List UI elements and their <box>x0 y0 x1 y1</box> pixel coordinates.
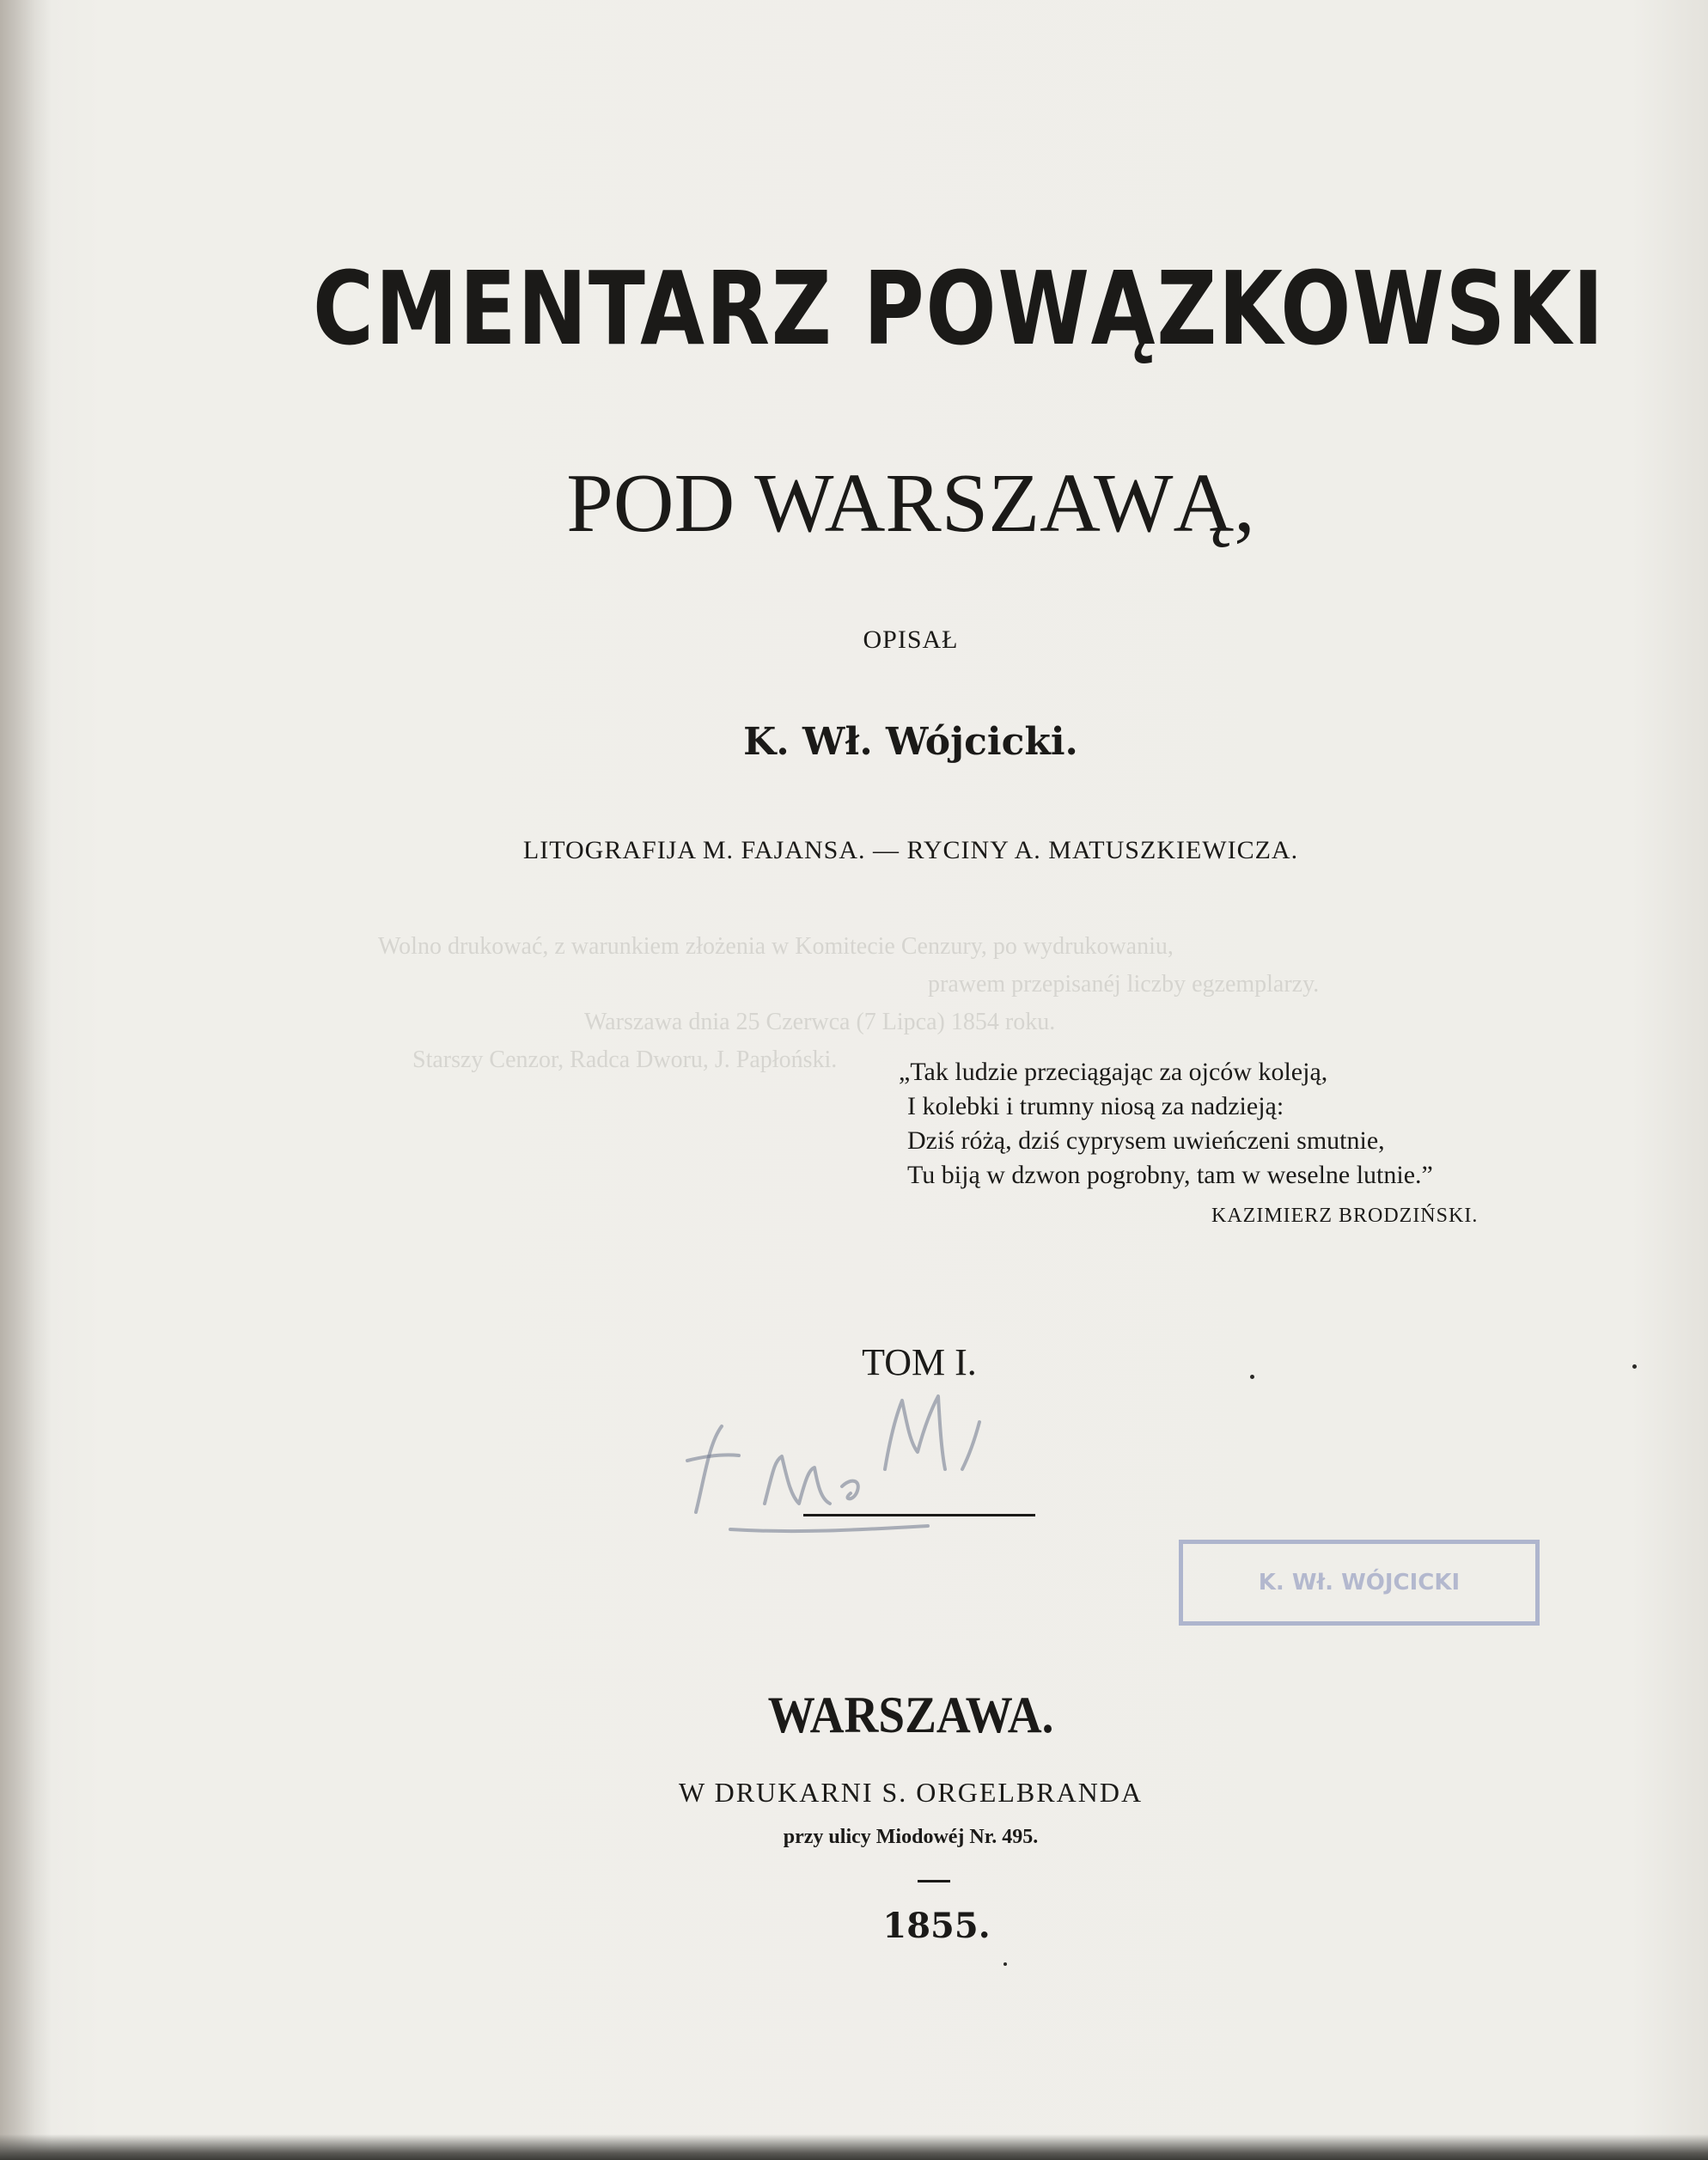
library-stamp: K. Wł. WÓJCICKI <box>1179 1540 1540 1626</box>
described-by-label: OPISAŁ <box>863 625 959 654</box>
epigraph-line: Tu biją w dzwon pogrobny, tam w weselne lutnie.” <box>907 1161 1433 1189</box>
epigraph-line: I kolebki i trumny niosą za nadzieją: <box>907 1092 1284 1120</box>
book-subtitle: POD WARSZAWĄ, <box>566 457 1255 550</box>
imprint-printer: W DRUKARNI S. ORGELBRANDA <box>678 1777 1144 1808</box>
imprint-address: przy ulicy Miodowéj Nr. 495. <box>783 1826 1039 1848</box>
spine-shadow <box>0 0 52 2160</box>
epigraph-line: „Tak ludzie przeciągając za ojców koleją, <box>899 1058 1328 1086</box>
ink-speck <box>1250 1375 1254 1379</box>
epigraph <box>899 1055 1517 1193</box>
imprint-city: WARSZAWA. <box>767 1687 1054 1743</box>
imprint-year: 1855. <box>882 1906 991 1946</box>
censor-line: Warszawa dnia 25 Czerwca (7 Lipca) 1854 roku. <box>584 1009 1056 1035</box>
book-title: CMENTARZ POWĄZKOWSKI <box>313 249 1606 368</box>
epigraph-attribution: KAZIMIERZ BRODZIŃSKI. <box>1211 1205 1479 1227</box>
author-name: K. Wł. Wójcicki. <box>743 720 1078 764</box>
ink-speck <box>1003 1962 1007 1966</box>
censor-line: prawem przepisanéj liczby egzemplarzy. <box>928 971 1320 998</box>
epigraph-line: Dziś różą, dziś cyprysem uwieńczeni smutnie, <box>907 1126 1385 1155</box>
page-bottom-edge <box>0 2134 1708 2160</box>
divider-rule <box>803 1514 1035 1516</box>
handwritten-inventory-note <box>670 1375 997 1547</box>
censor-line: Starszy Cenzor, Radca Dworu, J. Papłoński. <box>412 1046 838 1073</box>
censor-line: Wolno drukować, z warunkiem złożenia w Komitecie Cenzury, po wydrukowaniu, <box>378 933 1174 960</box>
ink-speck <box>1632 1364 1637 1369</box>
volume-label: TOM I. <box>862 1341 977 1383</box>
illustrations-credit: LITOGRAFIJA M. FAJANSA. — RYCINY A. MATUSZKIEWICZA. <box>522 836 1299 864</box>
short-divider-rule <box>918 1880 950 1882</box>
